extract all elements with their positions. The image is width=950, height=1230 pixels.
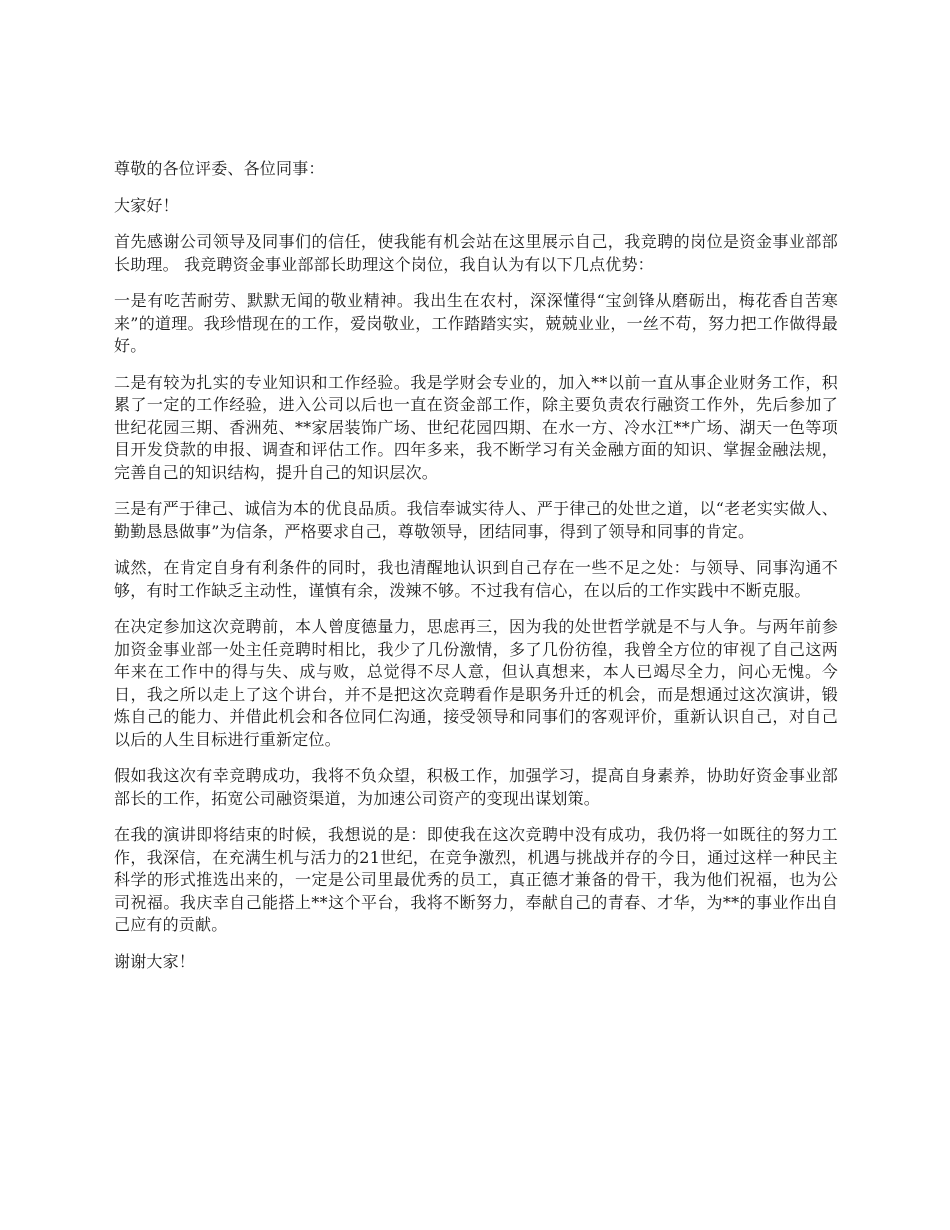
strength-three-paragraph: 三是有严于律己、诚信为本的优良品质。我信奉诚实待人、严于律己的处世之道，以“老老实实做人、勤勤恳恳做事”为信条，严格要求自己，尊敬领导，团结同事，得到了领导和同事的肯定。	[114, 499, 838, 541]
intro-paragraph: 首先感谢公司领导及同事们的信任，使我能有机会站在这里展示自己，我竞聘的岗位是资金事业部部长助理。 我竞聘资金事业部部长助理这个岗位，我自认为有以下几点优势：	[114, 232, 838, 274]
strength-two-paragraph: 二是有较为扎实的专业知识和工作经验。我是学财会专业的，加入**以前一直从事企业财务工作，积累了一定的工作经验，进入公司以后也一直在资金部工作，除主要负责农行融资工作外，先后参加了世纪花园三期、香洲苑、**家居装饰广场、世纪花园四期、在水一方、冷水江**广场、湖天一色等项目开发贷款的申报、调查和评估工作。四年多来，我不断学习有关金融方面的知识、掌握金融法规，完善自己的知识结构，提升自己的知识层次。	[114, 372, 838, 482]
closing-paragraph: 在我的演讲即将结束的时候，我想说的是：即使我在这次竞聘中没有成功，我仍将一如既往的努力工作，我深信，在充满生机与活力的21世纪，在竞争激烈，机遇与挑战并存的今日，通过这样一种民主科学的形式推选出来的，一定是公司里最优秀的员工，真正德才兼备的骨干，我为他们祝福，也为公司祝福。我庆幸自己能搭上**这个平台，我将不断努力，奉献自己的青春、才华，为**的事业作出自己应有的贡献。	[114, 825, 838, 934]
thanks-line: 谢谢大家！	[114, 951, 196, 971]
document-body	[114, 158, 838, 987]
salutation: 尊敬的各位评委、各位同事：	[114, 159, 325, 178]
decision-paragraph: 在决定参加这次竞聘前，本人曾度德量力，思虑再三，因为我的处世哲学就是不与人争。与两年前参加资金事业部一处主任竞聘时相比，我少了几份激情，多了几份彷徨，我曾全方位的审视了自己这两年来在工作中的得与失、成与败，总觉得不尽人意，但认真想来，本人已竭尽全力，问心无愧。今日，我之所以走上了这个讲台，并不是把这次竞聘看作是职务升迁的机会，而是想通过这次演讲，锻炼自己的能力、并借此机会和各位同仁沟通，接受领导和同事们的客观评价，重新认识自己，对自己以后的人生目标进行重新定位。	[114, 617, 838, 749]
shortcomings-paragraph: 诚然，在肯定自身有利条件的同时，我也清醒地认识到自己存在一些不足之处：与领导、同事沟通不够，有时工作缺乏主动性，谨慎有余，泼辣不够。不过我有信心，在以后的工作实践中不断克服。	[114, 558, 838, 600]
strength-one-paragraph: 一是有吃苦耐劳、默默无闻的敬业精神。我出生在农村，深深懂得“宝剑锋从磨砺出，梅花香自苦寒来”的道理。我珍惜现在的工作，爱岗敬业，工作踏踏实实，兢兢业业，一丝不苟，努力把工作做得最好。	[114, 291, 838, 355]
plan-paragraph: 假如我这次有幸竞聘成功，我将不负众望，积极工作，加强学习，提高自身素养，协助好资金事业部部长的工作，拓宽公司融资渠道，为加速公司资产的变现出谋划策。	[114, 766, 838, 808]
greeting: 大家好！	[114, 195, 179, 215]
